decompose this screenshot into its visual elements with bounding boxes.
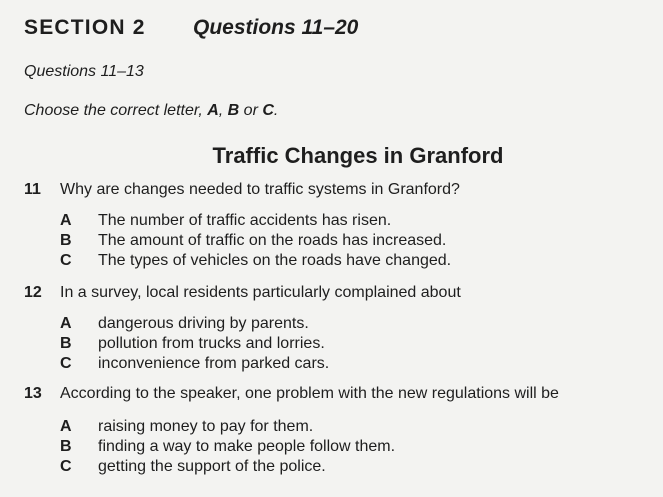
option-letter: C [60, 355, 72, 372]
question-text: Why are changes needed to traffic systems in Granford? [60, 181, 460, 198]
option-letter: C [60, 458, 72, 475]
option-13-b[interactable] [60, 438, 395, 456]
option-text: The types of vehicles on the roads have changed. [98, 252, 452, 269]
option-text: getting the support of the police. [98, 458, 326, 475]
question-text: In a survey, local residents particularly complained about [60, 284, 461, 301]
option-11-a[interactable] [60, 212, 391, 230]
instruction-suffix: . [273, 102, 279, 119]
option-11-c[interactable] [60, 252, 451, 270]
option-13-c[interactable] [60, 458, 326, 476]
instruction-comma: , [218, 102, 228, 119]
option-text: pollution from trucks and lorries. [98, 335, 325, 352]
subsection-heading: Questions 11–13 [24, 63, 144, 80]
instruction [24, 102, 278, 120]
instruction-letter-a: A [207, 102, 219, 119]
option-text: finding a way to make people follow them. [98, 438, 396, 455]
option-11-b[interactable] [60, 232, 446, 250]
question-11 [24, 181, 460, 199]
option-13-a[interactable] [60, 418, 313, 436]
page-title: Traffic Changes in Granford [212, 143, 504, 168]
option-letter: B [60, 335, 72, 352]
option-letter: A [60, 212, 72, 229]
option-letter: B [60, 232, 72, 249]
question-13 [24, 385, 559, 403]
option-12-b[interactable] [60, 335, 325, 353]
option-letter: A [60, 315, 72, 332]
option-12-c[interactable] [60, 355, 329, 373]
section-range: Questions 11–20 [193, 16, 359, 39]
question-number: 12 [24, 284, 42, 301]
question-number: 11 [24, 181, 41, 198]
option-text: inconvenience from parked cars. [98, 355, 330, 372]
question-12 [24, 284, 461, 302]
section-label: SECTION 2 [24, 16, 146, 39]
option-text: The number of traffic accidents has risen. [98, 212, 392, 229]
question-number: 13 [24, 385, 42, 402]
instruction-letter-c: C [262, 102, 274, 119]
option-text: raising money to pay for them. [98, 418, 314, 435]
instruction-prefix: Choose the correct letter, [24, 102, 208, 119]
option-text: The amount of traffic on the roads has increased. [98, 232, 447, 249]
question-text: According to the speaker, one problem with the new regulations will be [60, 385, 559, 402]
instruction-or: or [239, 102, 263, 119]
option-12-a[interactable] [60, 315, 309, 333]
instruction-letter-b: B [227, 102, 240, 119]
option-letter: A [60, 418, 72, 435]
option-letter: B [60, 438, 72, 455]
option-letter: C [60, 252, 72, 269]
option-text: dangerous driving by parents. [98, 315, 309, 332]
